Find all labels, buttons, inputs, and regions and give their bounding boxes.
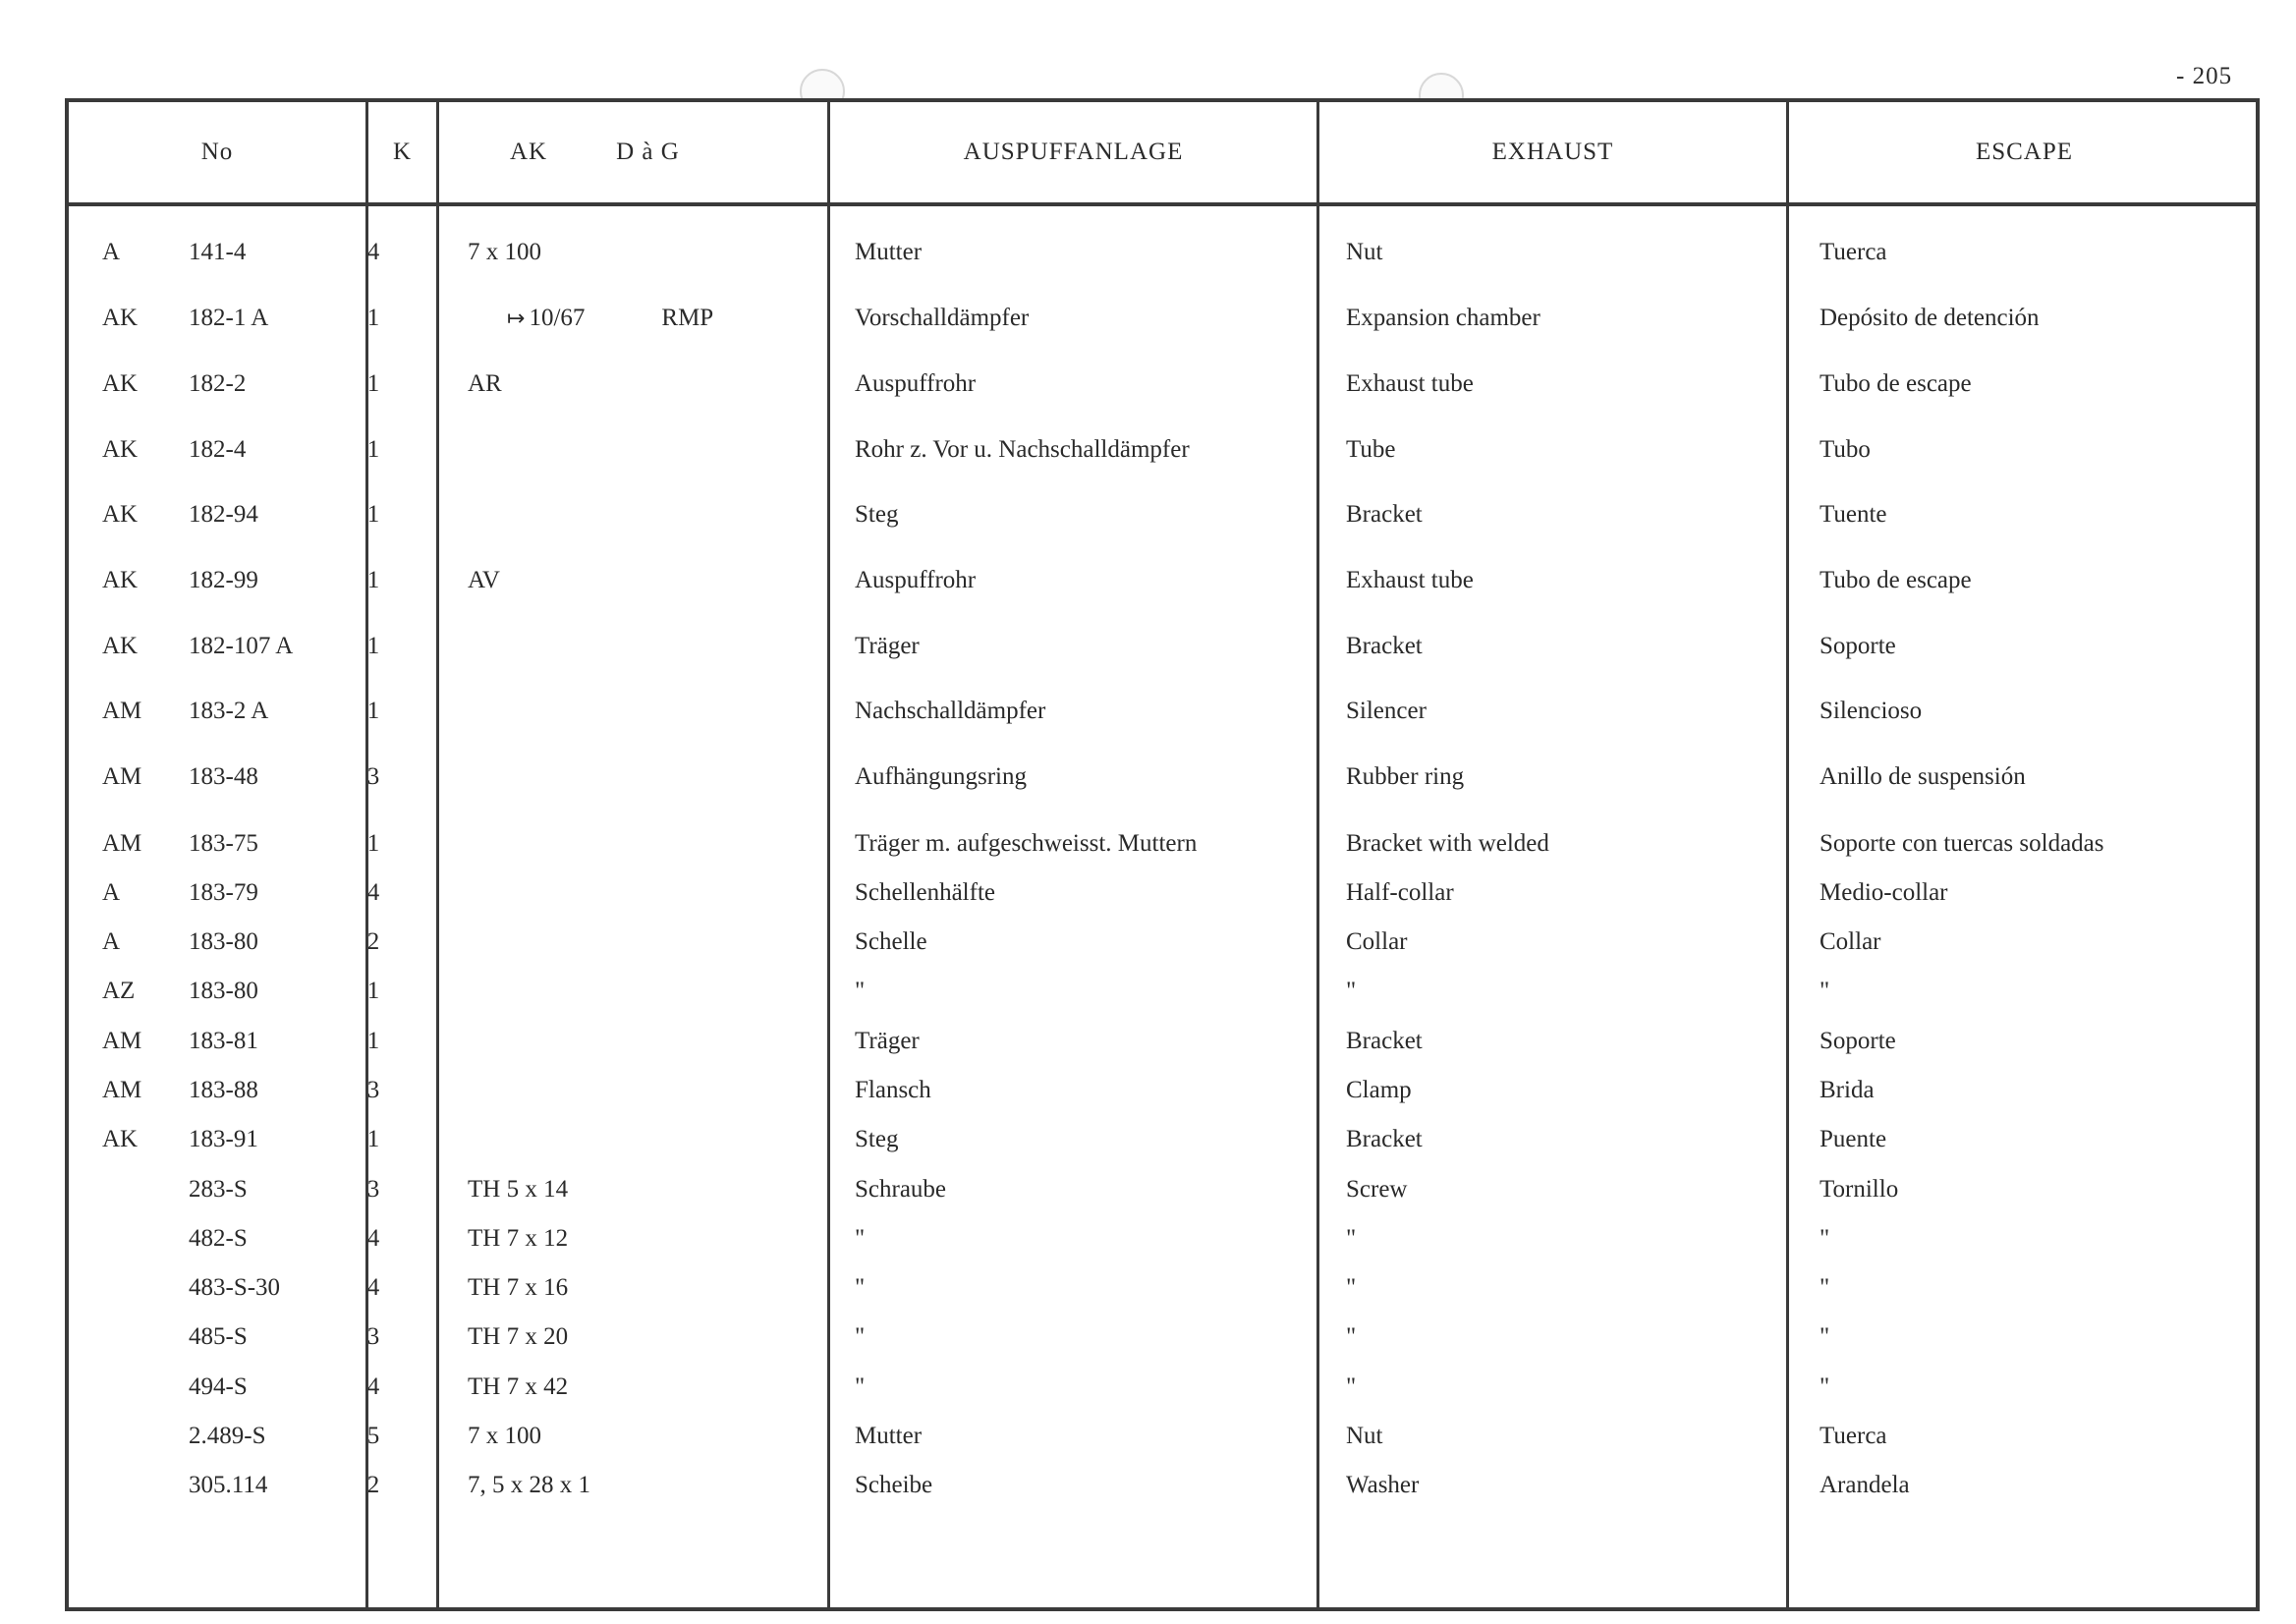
english-description: Expansion chamber — [1346, 305, 1540, 331]
ak-dag-spec: TH 5 x 14 — [468, 1176, 569, 1203]
english-description: Tube — [1346, 436, 1396, 463]
spanish-description: Anillo de suspensión — [1820, 763, 2026, 790]
spanish-description: Tuerca — [1820, 239, 1887, 265]
english-description: " — [1346, 978, 1357, 1004]
table-row — [69, 1317, 2256, 1357]
part-number: 183-48 — [189, 763, 258, 790]
english-description: Bracket — [1346, 1126, 1423, 1152]
part-prefix: AK — [102, 633, 139, 659]
german-description: Flansch — [855, 1077, 931, 1103]
english-description: Bracket — [1346, 633, 1423, 659]
spanish-description: Collar — [1820, 928, 1881, 955]
quantity: 4 — [366, 239, 380, 265]
spanish-description: Soporte — [1820, 1028, 1896, 1054]
german-description: " — [855, 1373, 866, 1400]
part-number: 182-107 A — [189, 633, 294, 659]
german-description: Scheibe — [855, 1472, 933, 1498]
english-description: Silencer — [1346, 698, 1427, 724]
ak-dag-spec — [468, 299, 713, 339]
english-description: Nut — [1346, 1423, 1383, 1449]
ak-dag-spec: TH 7 x 20 — [468, 1323, 569, 1350]
table-row — [69, 1268, 2256, 1308]
quantity: 1 — [366, 567, 380, 593]
part-number: 141-4 — [189, 239, 247, 265]
spanish-description: Tuente — [1820, 501, 1887, 528]
english-description: Bracket — [1346, 1028, 1423, 1054]
quantity: 1 — [366, 1126, 380, 1152]
ak-dag-spec: AV — [468, 567, 500, 593]
quantity: 1 — [366, 501, 380, 528]
part-prefix: AZ — [102, 978, 136, 1004]
spanish-description: Tubo — [1820, 436, 1871, 463]
part-prefix: AK — [102, 305, 139, 331]
spanish-description: Soporte — [1820, 633, 1896, 659]
quantity: 1 — [366, 830, 380, 857]
part-number: 183-88 — [189, 1077, 258, 1103]
quantity: 4 — [366, 879, 380, 906]
ak-dag-spec: 7 x 100 — [468, 1423, 541, 1449]
spanish-description: Soporte con tuercas soldadas — [1820, 830, 2104, 857]
german-description: Träger m. aufgeschweisst. Muttern — [855, 830, 1198, 857]
part-prefix: A — [102, 239, 121, 265]
spanish-description: " — [1820, 1373, 1830, 1400]
part-prefix: AM — [102, 830, 142, 857]
part-prefix: A — [102, 928, 121, 955]
english-description: Exhaust tube — [1346, 567, 1474, 593]
part-number: 182-4 — [189, 436, 247, 463]
part-prefix: AK — [102, 370, 139, 397]
table-row — [69, 1022, 2256, 1061]
german-description: Mutter — [855, 1423, 923, 1449]
ak-dag-spec: TH 7 x 12 — [468, 1225, 569, 1252]
spanish-description: Tornillo — [1820, 1176, 1899, 1203]
spanish-description: " — [1820, 1323, 1830, 1350]
english-description: Screw — [1346, 1176, 1408, 1203]
spanish-description: Tubo de escape — [1820, 370, 1972, 397]
header-divider — [69, 202, 2256, 206]
spanish-description: " — [1820, 1274, 1830, 1301]
quantity: 1 — [366, 978, 380, 1004]
part-number: 483-S-30 — [189, 1274, 281, 1301]
german-description: Schelle — [855, 928, 927, 955]
part-number: 183-91 — [189, 1126, 258, 1152]
german-description: Träger — [855, 1028, 920, 1054]
german-description: Nachschalldämpfer — [855, 698, 1046, 724]
german-description: " — [855, 978, 866, 1004]
part-prefix: AK — [102, 436, 139, 463]
german-description: Träger — [855, 633, 920, 659]
part-number: 182-94 — [189, 501, 258, 528]
table-row — [69, 561, 2256, 600]
table-row — [69, 430, 2256, 470]
ak-dag-spec: 7, 5 x 28 x 1 — [468, 1472, 590, 1498]
part-number: 305.114 — [189, 1472, 268, 1498]
english-description: Half-collar — [1346, 879, 1454, 906]
part-number: 183-80 — [189, 928, 258, 955]
part-number: 494-S — [189, 1373, 248, 1400]
german-description: Schraube — [855, 1176, 947, 1203]
part-number: 182-1 A — [189, 305, 269, 331]
quantity: 1 — [366, 436, 380, 463]
part-number: 183-75 — [189, 830, 258, 857]
german-description: Schellenhälfte — [855, 879, 995, 906]
english-description: Bracket with welded — [1346, 830, 1549, 857]
part-number: 485-S — [189, 1323, 248, 1350]
english-description: " — [1346, 1225, 1357, 1252]
header-ak: AK — [510, 139, 548, 165]
german-description: Vorschalldämpfer — [855, 305, 1030, 331]
table-row — [69, 1120, 2256, 1159]
spanish-description: Tuerca — [1820, 1423, 1887, 1449]
header-k: K — [392, 139, 413, 165]
part-number: 482-S — [189, 1225, 248, 1252]
quantity: 2 — [366, 1472, 380, 1498]
header-german: AUSPUFFANLAGE — [963, 139, 1184, 165]
page-number: - 205 — [2176, 63, 2233, 89]
table-row — [69, 972, 2256, 1011]
table-row — [69, 233, 2256, 272]
ak-dag-extra: RMP — [661, 305, 714, 331]
part-prefix: AM — [102, 1077, 142, 1103]
part-prefix: AM — [102, 698, 142, 724]
table-row — [69, 1071, 2256, 1110]
spanish-description: Medio-collar — [1820, 879, 1948, 906]
english-description: Rubber ring — [1346, 763, 1465, 790]
table-row — [69, 1170, 2256, 1209]
ak-dag-spec: 7 x 100 — [468, 239, 541, 265]
part-number: 183-79 — [189, 879, 258, 906]
english-description: Washer — [1346, 1472, 1420, 1498]
table-row — [69, 757, 2256, 797]
german-description: Auspuffrohr — [855, 370, 977, 397]
header-dag: D à G — [616, 139, 680, 165]
arrow-right-icon: ↦ — [507, 307, 526, 331]
english-description: Clamp — [1346, 1077, 1412, 1103]
table-row — [69, 299, 2256, 338]
spanish-description: Brida — [1820, 1077, 1875, 1103]
header-no: No — [200, 139, 234, 165]
table-row — [69, 1466, 2256, 1505]
quantity: 4 — [366, 1225, 380, 1252]
spanish-description: " — [1820, 1225, 1830, 1252]
english-description: " — [1346, 1373, 1357, 1400]
table-row — [69, 627, 2256, 666]
german-description: " — [855, 1323, 866, 1350]
table-row — [69, 824, 2256, 864]
part-number: 283-S — [189, 1176, 248, 1203]
quantity: 1 — [366, 633, 380, 659]
part-prefix: AM — [102, 763, 142, 790]
table-row — [69, 495, 2256, 534]
german-description: Rohr z. Vor u. Nachschalldämpfer — [855, 436, 1190, 463]
spanish-description: Tubo de escape — [1820, 567, 1972, 593]
german-description: Mutter — [855, 239, 923, 265]
quantity: 3 — [366, 1176, 380, 1203]
english-description: Nut — [1346, 239, 1383, 265]
part-prefix: AK — [102, 1126, 139, 1152]
part-number: 2.489-S — [189, 1423, 266, 1449]
german-description: Auspuffrohr — [855, 567, 977, 593]
part-number: 183-81 — [189, 1028, 258, 1054]
german-description: Steg — [855, 501, 899, 528]
quantity: 4 — [366, 1373, 380, 1400]
part-prefix: AM — [102, 1028, 142, 1054]
english-description: " — [1346, 1323, 1357, 1350]
quantity: 1 — [366, 1028, 380, 1054]
header-ak-dag — [439, 102, 827, 202]
table-row — [69, 692, 2256, 731]
table-row — [69, 923, 2256, 962]
german-description: Aufhängungsring — [855, 763, 1027, 790]
parts-table — [65, 98, 2260, 1611]
part-prefix: AK — [102, 567, 139, 593]
german-description: " — [855, 1225, 866, 1252]
ak-dag-value: 10/67 — [529, 305, 586, 331]
ak-dag-spec: TH 7 x 42 — [468, 1373, 569, 1400]
spanish-description: Depósito de detención — [1820, 305, 2040, 331]
german-description: " — [855, 1274, 866, 1301]
quantity: 3 — [366, 763, 380, 790]
spanish-description: Puente — [1820, 1126, 1887, 1152]
part-number: 183-2 A — [189, 698, 269, 724]
english-description: Bracket — [1346, 501, 1423, 528]
part-number: 182-99 — [189, 567, 258, 593]
quantity: 5 — [366, 1423, 380, 1449]
header-english: EXHAUST — [1491, 139, 1614, 165]
table-row — [69, 1368, 2256, 1407]
part-number: 183-80 — [189, 978, 258, 1004]
quantity: 1 — [366, 370, 380, 397]
part-number: 182-2 — [189, 370, 247, 397]
part-prefix: A — [102, 879, 121, 906]
spanish-description: Arandela — [1820, 1472, 1910, 1498]
english-description: " — [1346, 1274, 1357, 1301]
quantity: 3 — [366, 1323, 380, 1350]
table-row — [69, 1219, 2256, 1259]
spanish-description: Silencioso — [1820, 698, 1923, 724]
german-description: Steg — [855, 1126, 899, 1152]
quantity: 1 — [366, 698, 380, 724]
english-description: Exhaust tube — [1346, 370, 1474, 397]
english-description: Collar — [1346, 928, 1408, 955]
quantity: 3 — [366, 1077, 380, 1103]
table-row — [69, 364, 2256, 404]
quantity: 4 — [366, 1274, 380, 1301]
quantity: 2 — [366, 928, 380, 955]
ak-dag-spec: AR — [468, 370, 502, 397]
part-prefix: AK — [102, 501, 139, 528]
quantity: 1 — [366, 305, 380, 331]
spanish-description: " — [1820, 978, 1830, 1004]
ak-dag-spec: TH 7 x 16 — [468, 1274, 569, 1301]
table-row — [69, 873, 2256, 913]
header-spanish: ESCAPE — [1975, 139, 2074, 165]
table-row — [69, 1417, 2256, 1456]
